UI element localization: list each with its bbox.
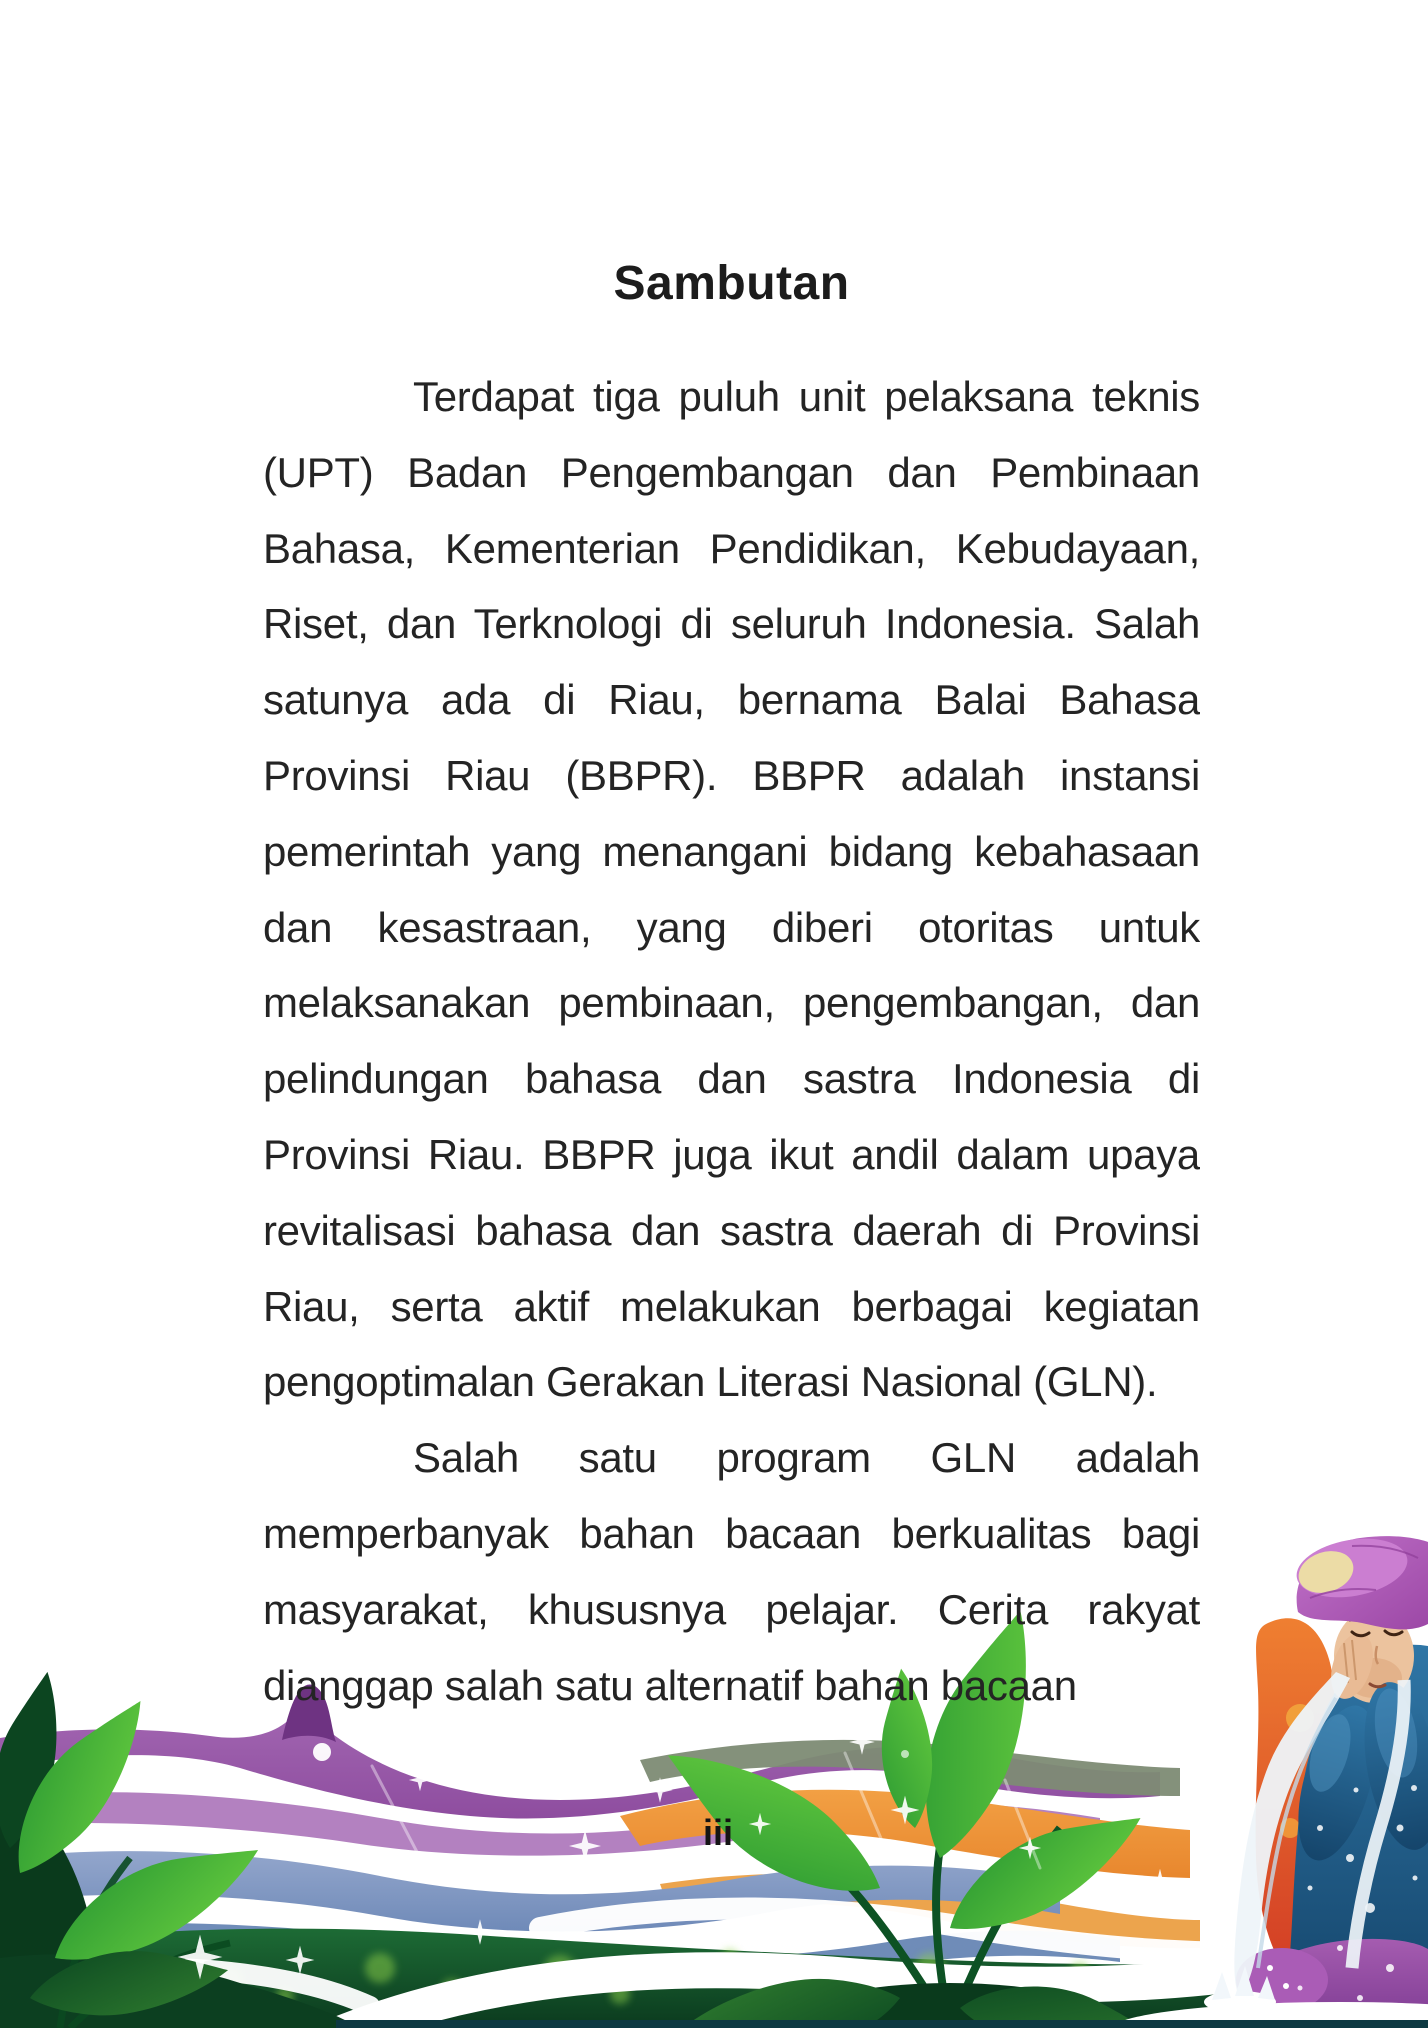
body-text — [263, 359, 1200, 1723]
text-line: masyarakat, khususnya pelajar. Cerita rakyat — [263, 1585, 1200, 1633]
text-line: pengoptimalan Gerakan Literasi Nasional (GLN). — [263, 1358, 1158, 1406]
page-number: iii — [702, 1812, 733, 1853]
text-line: Riau, serta aktif melakukan berbagai kegiatan — [263, 1282, 1200, 1330]
text-line: Bahasa, Kementerian Pendidikan, Kebudayaan, — [263, 524, 1200, 572]
text-line: pemerintah yang menangani bidang kebahasaan — [263, 827, 1200, 875]
text-line: Salah satu program GLN adalah — [413, 1434, 1200, 1482]
text-line: dan kesastraan, yang diberi otoritas untuk — [263, 903, 1200, 951]
text-line: Riset, dan Terknologi di seluruh Indonesia. Salah — [263, 600, 1200, 648]
text-line: memperbanyak bahan bacaan berkualitas bagi — [263, 1509, 1200, 1557]
text-line: melaksanakan pembinaan, pengembangan, dan — [263, 979, 1200, 1027]
text-line: pelindungan bahasa dan sastra Indonesia di — [263, 1055, 1200, 1103]
page-content — [263, 0, 1200, 2028]
text-line: dianggap salah satu alternatif bahan bacaan — [263, 1661, 1077, 1709]
page-title: Sambutan — [613, 257, 850, 310]
text-line: revitalisasi bahasa dan sastra daerah di Provinsi — [263, 1206, 1200, 1254]
text-line: Terdapat tiga puluh unit pelaksana teknis — [413, 373, 1200, 420]
text-line: Provinsi Riau (BBPR). BBPR adalah instansi — [263, 751, 1200, 799]
text-line: Provinsi Riau. BBPR juga ikut andil dalam upaya — [263, 1130, 1200, 1178]
text-line: satunya ada di Riau, bernama Balai Bahasa — [263, 676, 1200, 724]
text-line: (UPT) Badan Pengembangan dan Pembinaan — [263, 448, 1200, 496]
